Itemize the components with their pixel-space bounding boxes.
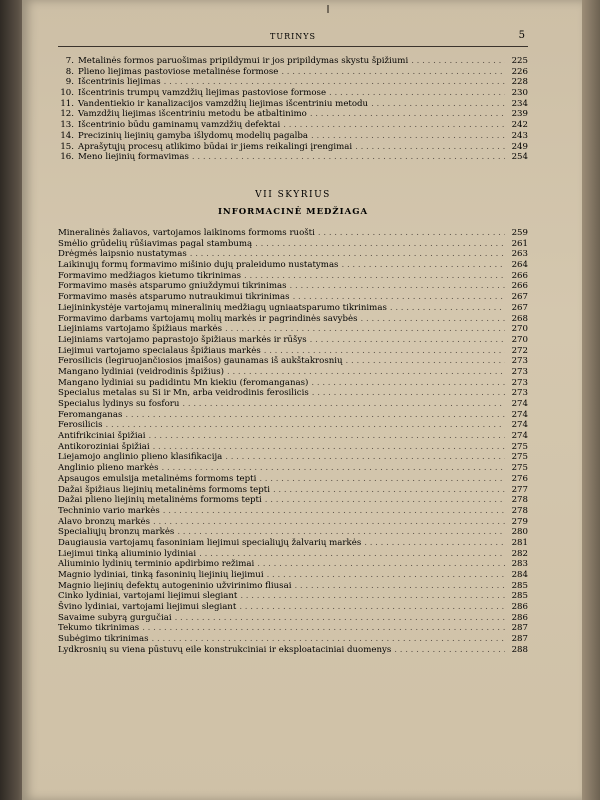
leader-dots (293, 292, 505, 303)
toc-entry (58, 314, 528, 325)
entry-title: Liejamojo anglinio plieno klasifikacija (58, 452, 223, 463)
toc-entry (58, 303, 528, 314)
toc-entry (58, 527, 528, 538)
entry-page: 285 (511, 580, 528, 591)
entry-title: Subėgimo tikrinimas (58, 634, 149, 645)
chapter-subtitle: INFORMACINĖ MEDŽIAGA (217, 207, 369, 217)
entry-number: 8. (65, 66, 74, 77)
toc-entry (58, 645, 528, 656)
toc-entry (58, 431, 528, 442)
entry-title: Švino lydiniai, vartojami liejimui slegiant (58, 602, 237, 613)
entry-title: Apsaugos emulsija metalinėms formoms tepti (58, 473, 257, 484)
entry-page: 266 (511, 270, 528, 281)
toc-entry (58, 581, 528, 592)
toc-entry (58, 67, 528, 78)
toc-entry (58, 559, 528, 570)
entry-title: Dažai špižiaus liejinių metalinėms formoms tepti (58, 484, 270, 495)
leader-dots (257, 559, 505, 570)
leader-dots (341, 260, 505, 271)
entry-page: 273 (511, 366, 528, 377)
leader-dots (310, 109, 505, 120)
entry-title: Liejimui tinką aliuminio lydiniai (58, 548, 197, 559)
toc-entry (58, 142, 528, 153)
entry-title: Feromanganas (58, 409, 123, 420)
entry-title: Smėlio grūdelių rūšiavimas pagal stambumą (58, 238, 253, 249)
entry-title: Magnio liejinių defektų autogeninio užvirinimo fliusai (58, 580, 292, 591)
entry-number: 10. (60, 88, 74, 99)
leader-dots (364, 538, 505, 549)
entry-page: 270 (511, 324, 528, 335)
leader-dots (310, 335, 505, 346)
toc-entry (58, 249, 528, 260)
entry-number: 12. (60, 109, 74, 120)
entry-title: Ferosilicis (58, 420, 103, 431)
entry-page: 261 (511, 238, 528, 249)
toc-entry (58, 623, 528, 634)
entry-page: 228 (511, 77, 528, 88)
leader-dots (142, 623, 505, 634)
entry-page: 259 (511, 228, 528, 238)
toc-entry (58, 239, 528, 250)
toc-entry (58, 388, 528, 399)
entry-page: 278 (511, 505, 528, 516)
leader-dots (346, 356, 505, 367)
chapter-title: VII SKYRIUS (255, 190, 331, 200)
toc-entry (58, 77, 528, 88)
entry-page: 239 (511, 109, 528, 120)
leader-dots (199, 549, 505, 560)
toc-entry (58, 506, 528, 517)
entry-title: Daugiausia vartojamų fasoniniam liejimui specialiųjų žalvarių markės (58, 537, 362, 548)
leader-dots (152, 634, 505, 645)
entry-page: 288 (511, 644, 528, 655)
entry-title: Magnio lydiniai, tinką fasoninių liejinių liejimui (58, 570, 264, 580)
leader-dots (190, 249, 505, 260)
entry-title: Specialiųjų bronzų markės (58, 527, 175, 538)
entry-title: Formavimo medžiagos kietumo tikrinimas (58, 270, 241, 281)
entry-page: 274 (511, 431, 528, 442)
entry-title: Techninio vario markės (58, 505, 160, 516)
entry-number: 15. (60, 141, 74, 152)
leader-dots (148, 431, 505, 442)
toc-entry (58, 260, 528, 271)
entry-page: 242 (511, 120, 528, 131)
toc-entry (58, 549, 528, 560)
entry-page: 267 (511, 292, 528, 303)
leader-dots (259, 474, 505, 485)
leader-dots (153, 517, 505, 528)
entry-title: Išcentrinio būdu gaminamų vamzdžių defektai (78, 120, 281, 131)
leader-dots (312, 388, 505, 399)
leader-dots (311, 131, 505, 142)
header-title: TURINYS (269, 32, 317, 41)
toc-top-list (58, 56, 528, 163)
entry-title: Vamzdžių liejimas išcentriniu metodu be atbaltinimo (78, 109, 307, 120)
leader-dots (267, 570, 505, 581)
entry-page: 273 (511, 377, 528, 388)
leader-dots (411, 56, 505, 67)
toc-entry (58, 602, 528, 613)
toc-entry (58, 538, 528, 549)
leader-dots (281, 67, 505, 78)
entry-page: 279 (511, 516, 528, 527)
running-header (58, 30, 528, 47)
toc-entry (58, 228, 528, 239)
leader-dots (264, 346, 505, 357)
toc-entry (58, 613, 528, 624)
entry-page: 268 (511, 313, 528, 324)
entry-page: 287 (511, 623, 528, 634)
entry-number: 9. (65, 77, 74, 88)
entry-page: 263 (511, 249, 528, 260)
entry-number: 13. (60, 120, 74, 131)
leader-dots (225, 452, 505, 463)
leader-dots (192, 152, 505, 163)
leader-dots (182, 399, 505, 410)
entry-title: Anglinio plieno markės (58, 463, 159, 474)
leader-dots (244, 271, 505, 282)
entry-page: 274 (511, 399, 528, 409)
toc-entry (58, 356, 528, 367)
ink-mark (327, 5, 329, 13)
entry-title: Išcentrinis liejimas (78, 77, 161, 88)
entry-title: Liejiniams vartojamo špižiaus markės (58, 324, 223, 335)
toc-entry (58, 152, 528, 163)
toc-entry (58, 99, 528, 110)
toc-entry (58, 109, 528, 120)
entry-page: 266 (511, 281, 528, 292)
entry-page: 226 (511, 66, 528, 77)
toc-entry (58, 399, 528, 410)
leader-dots (390, 303, 505, 314)
leader-dots (163, 506, 505, 517)
toc-entry (58, 346, 528, 357)
entry-title: Specialus metalas su Si ir Mn, arba veidrodinis ferosilicis (58, 388, 309, 399)
entry-page: 270 (511, 334, 528, 345)
entry-title: Cinko lydiniai, vartojami liejimui slegiant (58, 591, 238, 602)
leader-dots (311, 378, 505, 389)
entry-number: 7. (65, 56, 74, 66)
leader-dots (240, 591, 505, 602)
entry-title: Metalinės formos paruošimas pripildymui ir jos pripildymas skystu špižiumi (78, 56, 409, 66)
entry-title: Precizinių liejinių gamyba išlydomų modelių pagalba (78, 130, 309, 141)
toc-entry (58, 420, 528, 431)
toc-entry (58, 292, 528, 303)
entry-title: Aliuminio lydinių terminio apdirbimo režimai (58, 559, 255, 570)
entry-title: Formavimo masės atsparumo nutraukimui tikrinimas (58, 292, 290, 303)
leader-dots (255, 239, 505, 250)
entry-title: Formavimo darbams vartojamų molių markės ir pagrindinės savybės (58, 313, 358, 324)
toc-entry (58, 324, 528, 335)
leader-dots (283, 120, 505, 131)
leader-dots (294, 581, 505, 592)
entry-title: Ferosilicis (legiruojančiosios įmaišos) gaunamas iš aukštakrosnių (58, 356, 343, 367)
toc-entry (58, 634, 528, 645)
leader-dots (106, 420, 506, 431)
entry-page: 286 (511, 602, 528, 613)
entry-page: 287 (511, 634, 528, 645)
entry-title: Liejimui vartojamo specialaus špižiaus markės (58, 345, 261, 356)
entry-page: 272 (511, 345, 528, 356)
entry-number: 16. (60, 152, 74, 163)
entry-number: 14. (60, 130, 74, 141)
leader-dots (153, 442, 505, 453)
toc-entry (58, 474, 528, 485)
entry-title: Savaime subyrą gurgučiai (58, 612, 172, 623)
entry-title: Išcentrinis trumpų vamzdžių liejimas pastoviose formose (78, 88, 327, 99)
leader-dots (227, 367, 505, 378)
entry-title: Mangano lydiniai (veidrodinis špižius) (58, 366, 224, 377)
leader-dots (329, 88, 505, 99)
toc-entry (58, 570, 528, 581)
entry-title: Vandentiekio ir kanalizacijos vamzdžių liejimas išcentriniu metodu (78, 98, 369, 109)
toc-entry (58, 131, 528, 142)
entry-page: 267 (511, 302, 528, 313)
entry-page: 274 (511, 409, 528, 420)
entry-number: 11. (60, 98, 74, 109)
entry-title: Drėgmės laipsnio nustatymas (58, 249, 187, 260)
toc-entry (58, 485, 528, 496)
leader-dots (225, 324, 505, 335)
toc-entry (58, 463, 528, 474)
entry-page: 282 (511, 548, 528, 559)
toc-entry (58, 271, 528, 282)
leader-dots (361, 314, 505, 325)
entry-page: 283 (511, 559, 528, 570)
toc-entry (58, 335, 528, 346)
entry-title: Tekumo tikrinimas (58, 623, 140, 634)
entry-title: Laikinųjų formų formavimo mišinio dujų praleidumo nustatymas (58, 260, 339, 271)
entry-title: Meno liejinių formavimas (78, 152, 189, 163)
toc-entry (58, 591, 528, 602)
leader-dots (355, 142, 505, 153)
leader-dots (290, 281, 505, 292)
entry-page: 280 (511, 527, 528, 538)
entry-page: 278 (511, 495, 528, 506)
entry-title: Liejiniams vartojamo paprastojo špižiaus markės ir rūšys (58, 334, 307, 345)
toc-entry (58, 452, 528, 463)
leader-dots (265, 495, 505, 506)
entry-page: 234 (511, 98, 528, 109)
entry-page: 273 (511, 356, 528, 367)
entry-page: 281 (511, 537, 528, 548)
toc-info-list (58, 228, 528, 656)
entry-page: 276 (511, 473, 528, 484)
toc-entry (58, 410, 528, 421)
entry-page: 275 (511, 452, 528, 463)
leader-dots (371, 99, 505, 110)
leader-dots (164, 77, 505, 88)
leader-dots (175, 613, 505, 624)
toc-entry (58, 517, 528, 528)
entry-title: Aprašytųjų procesų atlikimo būdai ir jiems reikalingi įrengimai (78, 141, 353, 152)
toc-entry (58, 442, 528, 453)
leader-dots (125, 410, 505, 421)
page-number: 5 (518, 30, 526, 41)
entry-page: 273 (511, 388, 528, 399)
entry-page: 284 (511, 570, 528, 580)
entry-title: Formavimo masės atsparumo gniuždymui tikrinimas (58, 281, 287, 292)
entry-page: 274 (511, 420, 528, 431)
entry-page: 275 (511, 463, 528, 474)
entry-title: Antifrikciniai špižiai (58, 431, 146, 442)
entry-title: Liejininkystėje vartojamų mineralinių medžiagų ugniaatsparumo tikrinimas (58, 302, 387, 313)
entry-page: 225 (511, 56, 528, 66)
toc-entry (58, 281, 528, 292)
entry-page: 277 (511, 484, 528, 495)
entry-title: Antikoroziniai špižiai (58, 441, 150, 452)
entry-page: 249 (511, 141, 528, 152)
entry-page: 286 (511, 612, 528, 623)
entry-title: Plieno liejimas pastoviose metalinėse formose (78, 66, 279, 77)
entry-page: 243 (511, 130, 528, 141)
entry-title: Mineralinės žaliavos, vartojamos laikinoms formoms ruošti (58, 228, 315, 238)
leader-dots (394, 645, 505, 656)
entry-page: 285 (511, 591, 528, 602)
entry-title: Specialus lydinys su fosforu (58, 399, 180, 409)
entry-title: Lydkrosnių su viena pūstuvų eile konstrukciniai ir eksploataciniai duomenys (58, 644, 392, 655)
entry-title: Dažai plieno liejinių metalinėms formoms tepti (58, 495, 262, 506)
toc-entry (58, 367, 528, 378)
entry-page: 264 (511, 260, 528, 271)
entry-title: Alavo bronzų markės (58, 516, 151, 527)
entry-page: 275 (511, 441, 528, 452)
right-page-edge (582, 0, 600, 800)
toc-entry (58, 495, 528, 506)
entry-page: 230 (511, 88, 528, 99)
leader-dots (239, 602, 505, 613)
leader-dots (177, 527, 505, 538)
toc-entry (58, 56, 528, 67)
toc-entry (58, 378, 528, 389)
toc-entry (58, 88, 528, 99)
toc-entry (58, 120, 528, 131)
entry-page: 254 (511, 152, 528, 163)
leader-dots (273, 485, 505, 496)
entry-title: Mangano lydiniai su padidintu Mn kiekiu (feromanganas) (58, 377, 309, 388)
leader-dots (318, 228, 505, 239)
leader-dots (162, 463, 505, 474)
